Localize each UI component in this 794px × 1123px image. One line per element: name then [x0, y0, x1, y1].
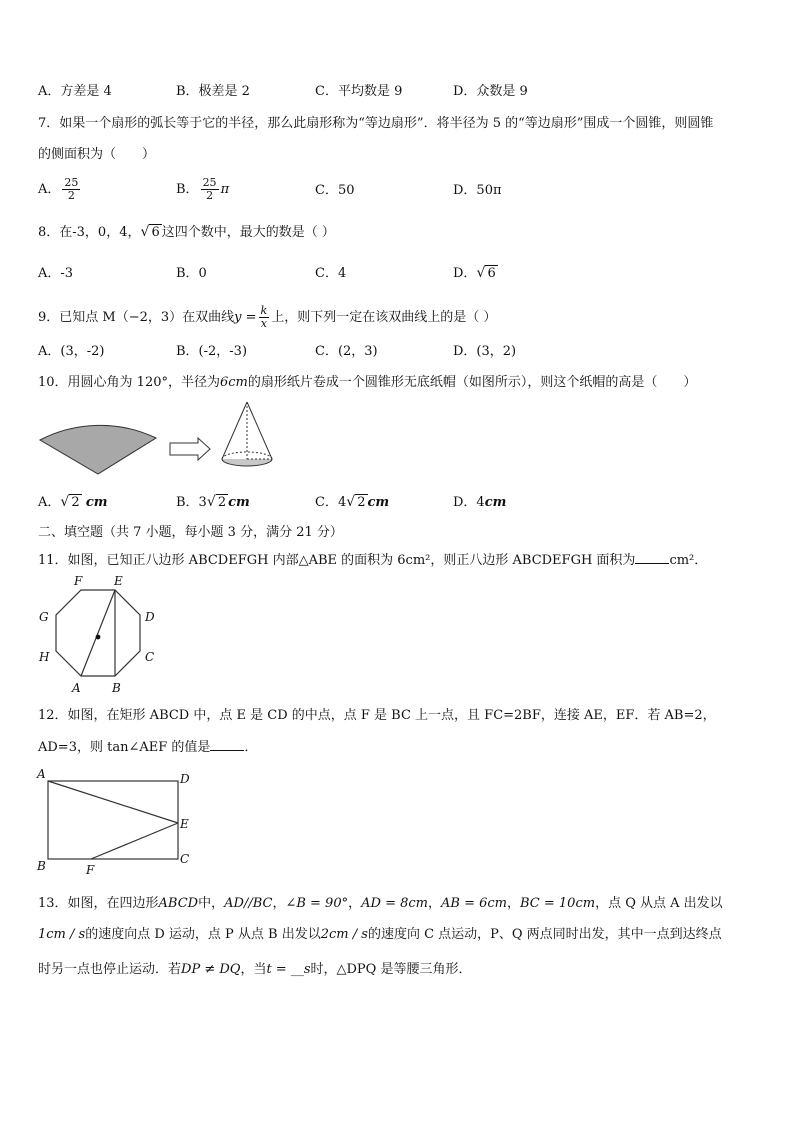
q13-stem-line3: [38, 961, 471, 979]
q10-option-b: [176, 494, 250, 512]
q9-func-lhs: y =: [234, 310, 257, 325]
denominator: x: [260, 317, 267, 330]
q13-l1-pre: 13．如图，在四边形: [38, 896, 159, 911]
section-2-title: 二、填空题（共 7 小题，每小题 3 分，满分 21 分）: [38, 525, 343, 540]
q7-stem-line2: 的侧面积为（ ）: [38, 147, 156, 162]
q9-option-a: A．(3，-2): [38, 344, 105, 359]
q10-option-d-label: D．4: [453, 495, 485, 510]
q13-quad-abcd: ABCD: [158, 896, 199, 911]
label-d: D: [145, 610, 155, 624]
q10-option-c-sqrt: [346, 494, 367, 512]
q10-figure: [38, 398, 278, 484]
label-f: F: [86, 863, 95, 877]
q7-option-b: [176, 177, 229, 202]
q9-func-fraction: [259, 305, 270, 330]
label-a: A: [72, 681, 81, 695]
q8-option-d: [453, 265, 498, 283]
q9-stem-pre: 9．已知点 M（−2，3）在双曲线: [38, 310, 235, 325]
q8-option-d-sqrt: [476, 265, 497, 283]
q9-stem: [38, 305, 496, 330]
q8-sqrt: [140, 224, 161, 242]
label-h: H: [39, 650, 50, 664]
segment-ae: [81, 590, 115, 676]
q11-stem: [38, 551, 707, 570]
q10-option-a-sqrt: [60, 494, 81, 512]
q7-stem-line1: 7．如果一个扇形的弧长等于它的半径，那么此扇形称为“等边扇形”．将半径为 5 的“等边扇形”围成一个圆锥，则圆锥: [38, 116, 714, 131]
q13-speed-p: 2cm / s: [320, 927, 368, 942]
denominator: 2: [206, 189, 214, 202]
pi-symbol: π: [220, 182, 230, 197]
q13-l1-post: ，点 Q 从点 A 出发以: [595, 896, 723, 911]
label-c: C: [180, 852, 190, 866]
q13-bc-length: BC = 10cm: [520, 896, 596, 911]
q10-stem-post: 的扇形纸片卷成一个圆锥形无底纸帽（如图所示），则这个纸帽的高是（ ）: [247, 375, 697, 390]
q6-option-d: D．众数是 9: [453, 84, 528, 99]
q10-option-b-label: B．3: [176, 495, 207, 510]
q13-time-blank[interactable]: t = __s: [266, 962, 311, 977]
q13-stem-line1: 13．如图，在四边形ABCD中，AD//BC，∠B = 90°，AD = 8cm，AB = 6cm，BC = 10cm，点 Q 从点 A 出发以: [38, 896, 723, 911]
unit: cm: [228, 495, 250, 510]
center-point: [96, 635, 101, 640]
radicand: 6: [151, 225, 160, 240]
unit: cm: [85, 495, 108, 510]
q7-option-a: [38, 177, 82, 202]
q7-option-d: D．50π: [453, 183, 502, 198]
q10-option-b-sqrt: [207, 494, 228, 512]
segment-ef: [91, 823, 178, 859]
numerator: 25: [202, 176, 217, 189]
q12-stem-line2: [38, 738, 257, 757]
q11-stem-post: cm²．: [669, 553, 708, 568]
q6-option-c: C．平均数是 9: [315, 84, 403, 99]
label-a: A: [37, 767, 46, 781]
q10-option-a-label: A．: [38, 495, 61, 510]
q13-ab-length: AB = 6cm: [441, 896, 507, 911]
answer-blank[interactable]: [210, 738, 244, 751]
q8-stem-pre: 8．在-3，0，4，: [38, 225, 141, 240]
q11-stem-pre: 11．如图，已知正八边形 ABCDEFGH 内部△ABE 的面积为 6cm²，则正八边形 ABCDEFGH 面积为: [38, 553, 636, 568]
q6-option-a: A．方差是 4: [38, 84, 112, 99]
label-g: G: [39, 610, 49, 624]
label-b: B: [112, 681, 121, 695]
cone-left-edge: [222, 402, 247, 459]
q10-option-a: [38, 494, 107, 512]
answer-blank[interactable]: [635, 551, 669, 564]
radicand: 2: [357, 495, 366, 510]
q8-option-a: A．-3: [38, 266, 74, 281]
q13-ad-length: AD = 8cm: [361, 896, 428, 911]
q7-option-b-label: B．: [176, 182, 199, 197]
q13-l3-mid: ，当: [240, 962, 267, 977]
q13-stem-line2: [38, 926, 722, 944]
q13-l3-post: 时，△DPQ 是等腰三角形．: [310, 962, 472, 977]
q13-l2-mid: 的速度向点 D 运动，点 P 从点 B 出发以: [85, 927, 321, 942]
radicand: 2: [217, 495, 227, 510]
q7-option-b-fraction: [201, 177, 219, 202]
label-b: B: [37, 859, 46, 873]
q7-option-c: C．50: [315, 183, 355, 198]
radicand: 6: [487, 266, 496, 281]
unit: cm: [484, 495, 507, 510]
q8-option-c: C．4: [315, 266, 347, 281]
denominator: 2: [67, 189, 75, 202]
rectangle-abcd: [48, 781, 178, 859]
label-e: E: [180, 817, 189, 831]
q10-radius: 6cm: [220, 375, 248, 390]
q7-option-a-label: A．: [38, 182, 61, 197]
q13-l1-mid: 中，: [198, 896, 225, 911]
q13-parallel: AD//BC: [224, 896, 273, 911]
q12-stem-pre: AD=3，则 tan∠AEF 的值是: [38, 740, 211, 755]
q6-option-b: B．极差是 2: [176, 84, 250, 99]
label-c: C: [145, 650, 155, 664]
q10-option-c: [315, 494, 389, 512]
arrow-right-icon: [170, 438, 210, 460]
label-e: E: [114, 574, 123, 588]
unit: cm: [367, 495, 390, 510]
q11-octagon-figure: [36, 574, 166, 698]
q13-condition: DP ≠ DQ: [181, 962, 241, 977]
label-f: F: [74, 574, 83, 588]
q9-option-d: D．(3，2): [453, 344, 517, 359]
q12-stem-line1: 12．如图，在矩形 ABCD 中，点 E 是 CD 的中点，点 F 是 BC 上一点，且 FC=2BF，连接 AE，EF．若 AB=2，: [38, 708, 716, 723]
numerator: 25: [64, 176, 79, 189]
segment-ae: [48, 781, 178, 823]
q9-option-b: B．(-2，-3): [176, 344, 248, 359]
q10-option-c-label: C．4: [315, 495, 347, 510]
q13-l3-pre: 时另一点也停止运动．若: [38, 962, 182, 977]
q13-speed-q: 1cm / s: [38, 927, 86, 942]
radicand: 2: [71, 495, 80, 510]
q7-option-a-fraction: [62, 177, 80, 202]
cone-right-edge: [247, 402, 272, 459]
label-d: D: [180, 772, 190, 786]
q10-stem-pre: 10．用圆心角为 120°，半径为: [38, 375, 220, 390]
cone-base-front: [222, 459, 272, 466]
q10-option-d: [453, 494, 506, 512]
q12-stem-post: ．: [244, 740, 258, 755]
q8-stem: [38, 224, 335, 242]
q8-option-d-label: D．: [453, 266, 477, 281]
q13-angle-b: ∠B = 90°: [285, 896, 349, 911]
q9-stem-post: 上，则下列一定在该双曲线上的是（ ）: [271, 310, 497, 325]
q9-option-c: C．(2，3): [315, 344, 378, 359]
q8-option-b: B．0: [176, 266, 207, 281]
q12-rectangle-figure: [34, 766, 198, 878]
numerator: k: [260, 304, 268, 317]
q10-stem: [38, 374, 696, 392]
q13-l2-post: 的速度向 C 点运动，P、Q 两点同时出发，其中一点到达终点: [367, 927, 722, 942]
sector-paper-shape: [40, 425, 156, 474]
q8-stem-post: 这四个数中，最大的数是（ ）: [161, 225, 335, 240]
